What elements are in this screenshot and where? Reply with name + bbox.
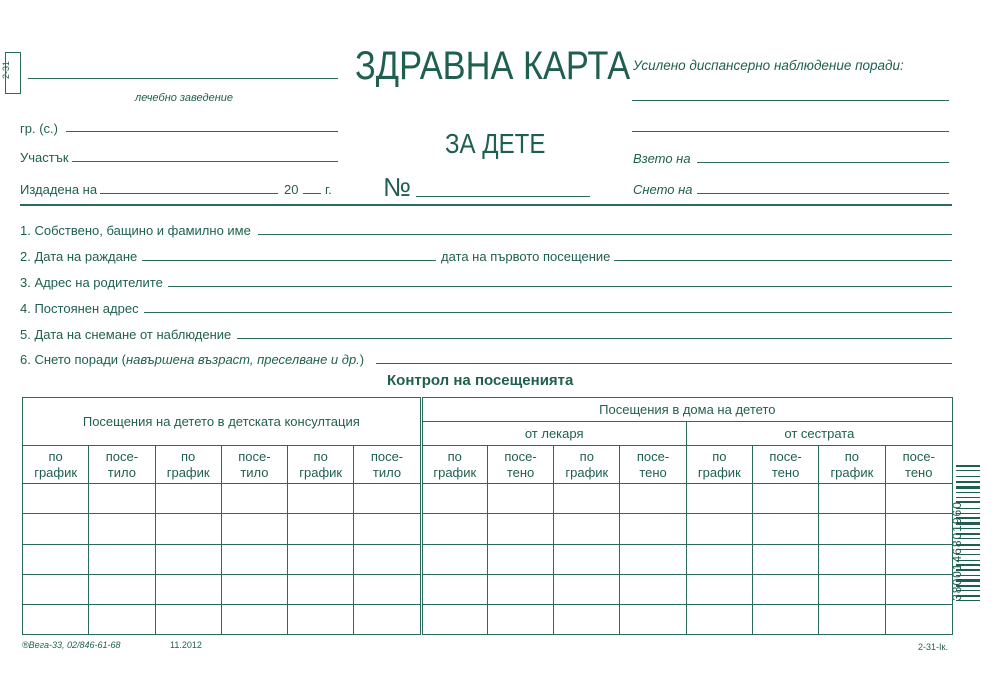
field-2-line[interactable] [142, 260, 436, 261]
table-cell[interactable] [752, 604, 818, 634]
column-header-line-2: график [34, 464, 78, 480]
number-line[interactable] [416, 196, 590, 197]
form-code-footer: 2-31-Iк. [918, 642, 948, 652]
table-cell[interactable] [421, 604, 487, 634]
column-header [89, 446, 155, 484]
table-cell[interactable] [819, 514, 885, 544]
table-cell[interactable] [288, 514, 354, 544]
column-header-line-1: посе- [370, 448, 404, 464]
table-cell[interactable] [155, 484, 221, 514]
column-header-line-2: график [697, 464, 741, 480]
table-cell[interactable] [819, 604, 885, 634]
issued-line[interactable] [100, 193, 278, 194]
column-header [421, 446, 487, 484]
table-row [23, 574, 953, 604]
column-header-line-1: посе- [769, 448, 802, 464]
column-header-line-1: посе- [238, 448, 271, 464]
district-line[interactable] [72, 161, 338, 162]
column-header-line-2: тено [506, 464, 535, 480]
table-cell[interactable] [554, 544, 620, 574]
column-header-line-2: график [299, 464, 343, 480]
barcode-bar [956, 486, 980, 489]
barcode-bar [956, 470, 980, 471]
table-title: Контрол на посещенията [387, 372, 574, 389]
table-cell[interactable] [620, 604, 686, 634]
table-cell[interactable] [354, 544, 421, 574]
table-cell[interactable] [155, 514, 221, 544]
table-cell[interactable] [89, 604, 155, 634]
field-3-line[interactable] [168, 286, 952, 287]
table-cell[interactable] [819, 484, 885, 514]
table-cell[interactable] [686, 604, 752, 634]
table-cell[interactable] [23, 544, 89, 574]
table-cell[interactable] [620, 574, 686, 604]
barcode-bar [956, 492, 980, 493]
table-cell[interactable] [686, 574, 752, 604]
table-cell[interactable] [686, 514, 752, 544]
table-cell[interactable] [221, 604, 287, 634]
column-header [288, 446, 354, 484]
table-cell[interactable] [554, 574, 620, 604]
table-cell[interactable] [620, 484, 686, 514]
column-header [221, 446, 287, 484]
removed-label: Снето на [633, 182, 693, 197]
column-header-line-1: по [447, 448, 462, 464]
column-header-line-2: тило [107, 464, 136, 480]
print-date: 11.2012 [170, 640, 202, 650]
field-2-extra-line[interactable] [614, 260, 952, 261]
table-cell[interactable] [354, 604, 421, 634]
year-line[interactable] [303, 193, 321, 194]
table-cell[interactable] [155, 604, 221, 634]
column-header-line-1: посе- [504, 448, 537, 464]
field-1-label: 1. Собствено, бащино и фамилно име [20, 223, 251, 238]
table-row [23, 604, 953, 634]
visits-table [22, 397, 953, 635]
column-header [354, 446, 421, 484]
column-header [487, 446, 553, 484]
column-header-line-1: по [712, 448, 727, 464]
column-header [819, 446, 885, 484]
table-cell[interactable] [221, 484, 287, 514]
year-label: 20 [284, 182, 299, 197]
table-cell[interactable] [752, 514, 818, 544]
column-header-line-2: тено [639, 464, 667, 480]
column-header-line-2: тено [771, 464, 800, 480]
doctor-header: от лекаря [421, 422, 686, 446]
removed-line[interactable] [697, 193, 949, 194]
table-cell[interactable] [155, 574, 221, 604]
table-row [23, 514, 953, 544]
city-label: гр. (с.) [20, 121, 58, 136]
table-cell[interactable] [89, 574, 155, 604]
page-title: ЗДРАВНА КАРТА [355, 44, 631, 88]
table-cell[interactable] [421, 544, 487, 574]
table-cell[interactable] [752, 574, 818, 604]
column-header [23, 446, 89, 484]
taken-label: Взето на [633, 151, 691, 166]
form-code-box [1, 52, 21, 94]
column-header-line-2: график [166, 464, 210, 480]
table-cell[interactable] [885, 604, 953, 634]
field-1-line[interactable] [258, 234, 952, 235]
table-cell[interactable] [819, 544, 885, 574]
table-cell[interactable] [23, 484, 89, 514]
taken-line[interactable] [697, 162, 949, 163]
table-cell[interactable] [487, 514, 553, 544]
table-cell[interactable] [221, 514, 287, 544]
field-6-label [20, 352, 364, 367]
barcode-bar [956, 476, 980, 477]
barcode-bar [956, 465, 980, 467]
table-cell[interactable] [221, 544, 287, 574]
field-6-suffix: ) [359, 352, 365, 367]
field-4-line[interactable] [144, 312, 952, 313]
column-header-line-1: по [579, 448, 594, 464]
field-4-label: 4. Постоянен адрес [20, 301, 139, 316]
column-header-line-1: посе- [902, 448, 935, 464]
column-header-line-2: график [830, 464, 874, 480]
table-cell[interactable] [89, 484, 155, 514]
field-6-italic: навършена възраст, преселване и др. [126, 352, 360, 367]
publisher-text: ®Вега-33, 02/846-61-68 [22, 640, 121, 650]
table-cell[interactable] [421, 574, 487, 604]
column-header [554, 446, 620, 484]
field-6-prefix: 6. Снето поради ( [20, 352, 126, 367]
field-5-label: 5. Дата на снемане от наблюдение [20, 327, 232, 342]
column-header [686, 446, 752, 484]
table-cell[interactable] [487, 484, 553, 514]
table-cell[interactable] [421, 484, 487, 514]
table-cell[interactable] [288, 484, 354, 514]
field-2-extra-label: дата на първото посещение [441, 249, 611, 264]
column-header [885, 446, 953, 484]
table-row [23, 544, 953, 574]
column-header-line-1: посе- [636, 448, 670, 464]
column-header-line-2: тило [240, 464, 269, 480]
table-cell[interactable] [487, 544, 553, 574]
table-cell[interactable] [686, 484, 752, 514]
table-cell[interactable] [885, 514, 953, 544]
column-header-line-1: по [844, 448, 859, 464]
table-cell[interactable] [354, 514, 421, 544]
table-cell[interactable] [487, 574, 553, 604]
column-header-line-1: по [313, 448, 328, 464]
left-group-header: Посещения на детето в детската консултация [23, 398, 422, 446]
table-cell[interactable] [885, 544, 953, 574]
table-cell[interactable] [554, 484, 620, 514]
issued-label: Издадена на [20, 182, 98, 197]
table-cell[interactable] [354, 574, 421, 604]
observation-line-1[interactable] [632, 100, 949, 101]
field-3-label: 3. Адрес на родителите [20, 275, 163, 290]
column-header-line-2: график [433, 464, 477, 480]
table-cell[interactable] [89, 544, 155, 574]
barcode-number: 3800146801960 [950, 501, 964, 601]
field-6-line[interactable] [376, 363, 952, 364]
table-row [23, 484, 953, 514]
table-cell[interactable] [23, 514, 89, 544]
column-header-line-2: график [565, 464, 609, 480]
table-cell[interactable] [819, 574, 885, 604]
city-line[interactable] [66, 131, 338, 132]
table-cell[interactable] [23, 604, 89, 634]
page-subtitle: ЗА ДЕТЕ [445, 128, 546, 159]
table-cell[interactable] [885, 574, 953, 604]
column-header-line-1: посе- [105, 448, 139, 464]
column-header-line-2: тило [372, 464, 402, 480]
table-cell[interactable] [89, 514, 155, 544]
column-header-line-1: по [181, 448, 196, 464]
table-cell[interactable] [620, 544, 686, 574]
table-cell[interactable] [620, 514, 686, 544]
number-label: № [383, 172, 411, 202]
barcode-bar [956, 481, 980, 483]
table-cell[interactable] [686, 544, 752, 574]
institution-line[interactable] [28, 78, 338, 79]
table-cell[interactable] [23, 574, 89, 604]
table-cell[interactable] [221, 574, 287, 604]
column-header [155, 446, 221, 484]
field-5-line[interactable] [237, 338, 952, 339]
table-cell[interactable] [155, 544, 221, 574]
form-code: 2-31 [1, 60, 12, 80]
nurse-header: от сестрата [686, 422, 952, 446]
institution-label: лечебно заведение [135, 92, 234, 104]
barcode-bar [956, 497, 980, 498]
table-cell[interactable] [885, 484, 953, 514]
header-divider [20, 204, 952, 206]
table-cell[interactable] [554, 604, 620, 634]
right-group-header: Посещения в дома на детето [421, 398, 952, 422]
column-header [620, 446, 686, 484]
observation-label: Усилено диспансерно наблюдение поради: [633, 58, 904, 73]
field-2-label: 2. Дата на раждане [20, 249, 138, 264]
table-cell[interactable] [487, 604, 553, 634]
column-header [752, 446, 818, 484]
table-cell[interactable] [288, 604, 354, 634]
observation-line-2[interactable] [632, 131, 949, 132]
table-cell[interactable] [421, 514, 487, 544]
column-header-line-2: тено [905, 464, 933, 480]
table-cell[interactable] [752, 544, 818, 574]
table-cell[interactable] [354, 484, 421, 514]
year-suffix: г. [325, 182, 332, 197]
table-cell[interactable] [288, 544, 354, 574]
table-cell[interactable] [554, 514, 620, 544]
column-header-line-1: по [48, 448, 63, 464]
table-cell[interactable] [752, 484, 818, 514]
district-label: Участък [20, 150, 69, 165]
table-cell[interactable] [288, 574, 354, 604]
